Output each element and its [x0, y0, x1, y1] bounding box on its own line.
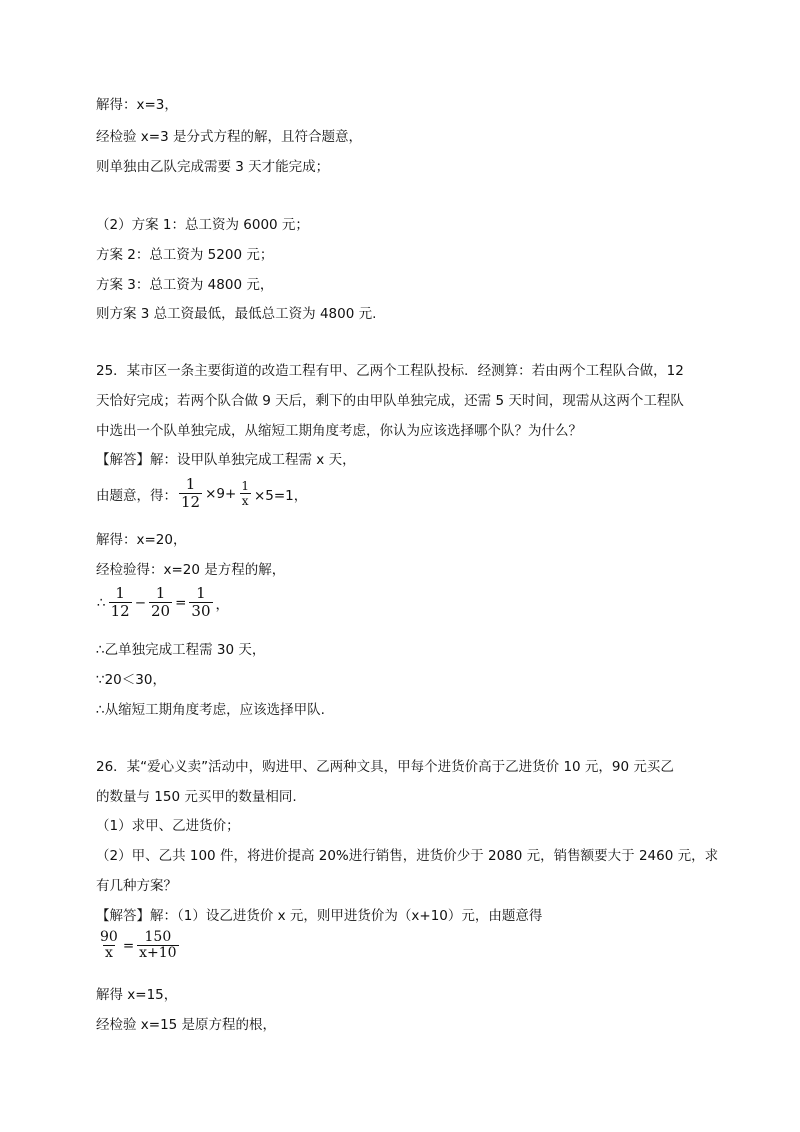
- text-line: ∴乙单独完成工程需 30 天，: [96, 642, 266, 658]
- question-26-line: （2）甲、乙共 100 件，将进价提高 20%进行销售，进货价少于 2080 元，销售额要大于 2460 元，求: [96, 848, 719, 864]
- question-25-line: 天恰好完成；若两个队合做 9 天后，剩下的由甲队单独完成，还需 5 天时间，现需从这两个工程队: [96, 393, 684, 409]
- fraction: [137, 930, 178, 961]
- fraction: [149, 585, 172, 620]
- text-line: 解得 x=15，: [96, 987, 178, 1003]
- text-line: （2）方案 1：总工资为 6000 元；: [96, 217, 309, 233]
- text-line: 方案 3：总工资为 4800 元，: [96, 277, 274, 293]
- equation-prefix: 由题意，得：: [96, 487, 177, 504]
- fraction: [98, 930, 120, 961]
- text-line: 经检验 x=15 是原方程的根，: [96, 1017, 277, 1033]
- equation-line: [96, 476, 308, 511]
- therefore-symbol: ∴: [97, 594, 106, 611]
- question-26-line: 有几种方案？: [96, 878, 177, 894]
- text-line: 则单独由乙队完成需要 3 天才能完成；: [96, 159, 330, 175]
- answer-heading: 【解答】解：（1）设乙进货价 x 元，则甲进货价为（x+10）元，由题意得: [96, 908, 543, 924]
- equation-suffix: ，: [215, 596, 229, 613]
- numerator: 1: [185, 475, 196, 493]
- equation-line: [96, 585, 230, 620]
- question-26-line: 的数量与 150 元买甲的数量相同.: [96, 789, 297, 805]
- denominator: x: [241, 494, 249, 508]
- equation-operator: ×9+: [205, 485, 237, 502]
- numerator: 1: [196, 584, 206, 602]
- fraction: [239, 479, 251, 508]
- numerator: 90: [100, 929, 118, 945]
- text-line: 方案 2：总工资为 5200 元；: [96, 247, 274, 263]
- numerator: 150: [144, 929, 172, 945]
- question-26-line: 26．某“爱心义卖”活动中，购进甲、乙两种文具，甲每个进货价高于乙进货价 10 元，90 元买乙: [96, 759, 674, 775]
- numerator: 1: [155, 584, 166, 602]
- fraction: [179, 476, 202, 511]
- text-line: ∵20＜30，: [96, 672, 166, 688]
- fraction: [189, 585, 212, 620]
- denominator: 30: [191, 602, 211, 620]
- equation-line: [96, 930, 181, 961]
- question-26-line: （1）求甲、乙进货价；: [96, 818, 240, 834]
- denominator: x+10: [139, 945, 177, 961]
- minus-operator: −: [134, 594, 146, 611]
- numerator: 1: [115, 584, 125, 602]
- question-25-line: 中选出一个队单独完成，从缩短工期角度考虑，你认为应该选择哪个队？为什么？: [96, 423, 582, 439]
- question-25-line: 25．某市区一条主要街道的改造工程有甲、乙两个工程队投标．经测算：若由两个工程队合做，12: [96, 363, 684, 379]
- numerator: 1: [241, 479, 249, 493]
- text-line: 经检验得：x=20 是方程的解，: [96, 562, 286, 578]
- text-line: 解得：x=3，: [96, 97, 178, 113]
- text-line: ∴从缩短工期角度考虑，应该选择甲队.: [96, 702, 325, 718]
- equation-suffix: ×5=1，: [253, 487, 308, 504]
- fraction: [109, 585, 132, 620]
- text-line: 解得：x=20，: [96, 532, 187, 548]
- denominator: 12: [110, 602, 130, 620]
- equals-operator: =: [122, 937, 135, 954]
- denominator: x: [104, 945, 113, 961]
- denominator: 20: [151, 602, 171, 620]
- answer-heading: 【解答】解：设甲队单独完成工程需 x 天，: [96, 452, 356, 468]
- equals-operator: =: [175, 594, 187, 611]
- text-line: 经检验 x=3 是分式方程的解，且符合题意，: [96, 129, 362, 145]
- denominator: 12: [181, 493, 201, 511]
- text-line: 则方案 3 总工资最低，最低总工资为 4800 元.: [96, 306, 377, 322]
